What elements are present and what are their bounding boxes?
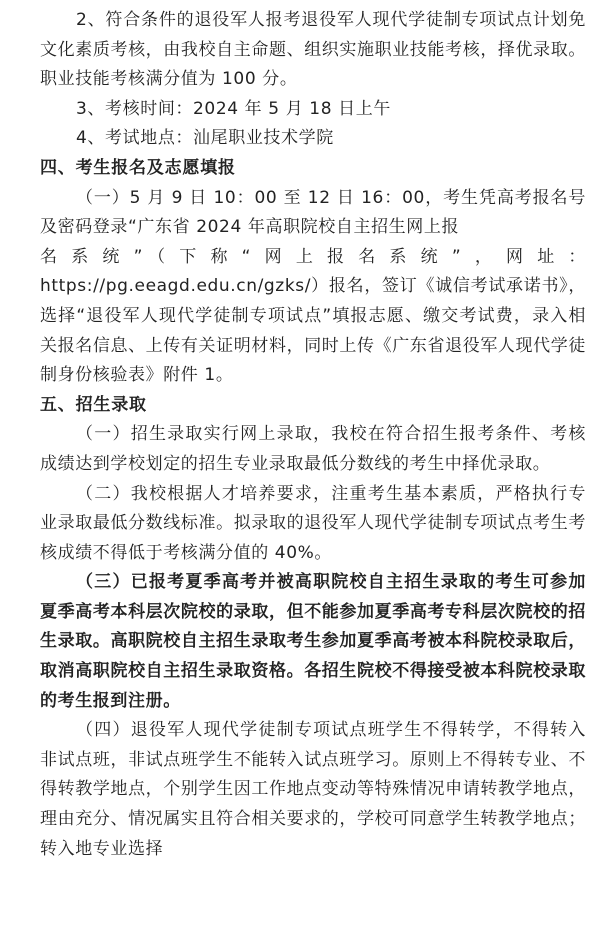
paragraph-admission-standard: （二）我校根据人才培养要求，注重考生基本素质，严格执行专业录取最低分数线标准。拟录取的退役军人现代学徒制专项试点考生考核成绩不得低于考核满分值的 40%。 bbox=[40, 483, 586, 563]
paragraph-registration-url: https://pg.eeagd.edu.cn/gzks/）报名，签订《诚信考试承诺书》，选择“退役军人现代学徒制专项试点”填报志愿、缴交考试费，录入相关报名信息、上传有关证明材料，同时上传《广东省退役军人现代学徒制身份核验表》附件 1。 bbox=[40, 276, 586, 386]
paragraph-exam-location: 4、考试地点：汕尾职业技术学院 bbox=[76, 128, 334, 149]
paragraph-admission-online: （一）招生录取实行网上录取，我校在符合招生报考条件、考核成绩达到学校划定的招生专业录取最低分数线的考生中择优录取。 bbox=[40, 424, 586, 474]
section-heading-registration: 四、考生报名及志愿填报 bbox=[40, 157, 236, 178]
paragraph-exam-time: 3、考核时间：2024 年 5 月 18 日上午 bbox=[76, 98, 391, 119]
section-heading-admission: 五、招生录取 bbox=[40, 394, 147, 415]
paragraph-exam-exemption: 2、符合条件的退役军人报考退役军人现代学徒制专项试点计划免文化素质考核，由我校自主命题、组织实施职业技能考核，择优录取。职业技能考核满分值为 100 分。 bbox=[40, 10, 586, 90]
paragraph-admission-restriction: （三）已报考夏季高考并被高职院校自主招生录取的考生可参加夏季高考本科层次院校的录取，但不能参加夏季高考专科层次院校的招生录取。高职院校自主招生录取考生参加夏季高考被本科院校录取后，取消高职院校自主招生录取资格。各招生院校不得接受被本科院校录取的考生报到注册。 bbox=[40, 572, 586, 711]
paragraph-transfer-rules: （四）退役军人现代学徒制专项试点班学生不得转学，不得转入非试点班，非试点班学生不能转入试点班学习。原则上不得转专业、不得转教学地点，个别学生因工作地点变动等特殊情况申请转教学地点，理由充分、情况属实且符合相关要求的，学校可同意学生转教学地点；转入地专业选择 bbox=[40, 720, 586, 859]
paragraph-registration-period: （一）5 月 9 日 10：00 至 12 日 16：00，考生凭高考报名号及密码登录“广东省 2024 年高职院校自主招生网上报 bbox=[40, 187, 586, 238]
paragraph-registration-system: 名系统”（下称“网上报名系统”，网址： bbox=[40, 246, 586, 267]
